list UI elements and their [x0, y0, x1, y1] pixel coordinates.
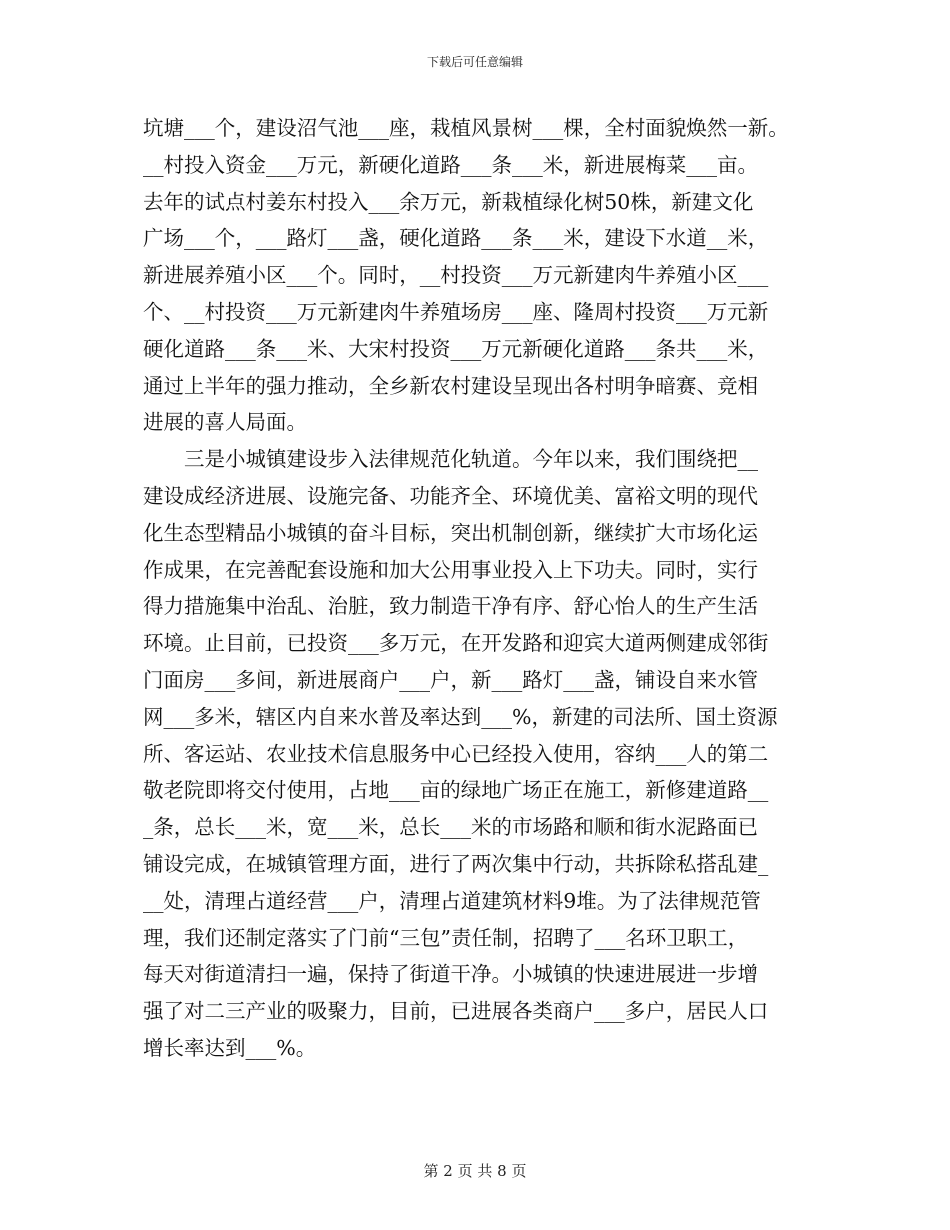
- text-line: __村投入资金___万元，新硬化道路___条___米，新进展梅菜___亩。: [143, 152, 758, 177]
- text-line: 得力措施集中治乱、治脏，致力制造干净有序、舒心怡人的生产生活: [143, 594, 758, 619]
- text-line: 去年的试点村姜东村投入___余万元，新栽植绿化树50株，新建文化: [143, 189, 754, 214]
- text-line: 铺设完成，在城镇管理方面，进行了两次集中行动，共拆除私搭乱建_: [143, 851, 769, 876]
- text-line: 个、__村投资___万元新建肉牛养殖场房___座、隆周村投资___万元新: [143, 299, 769, 324]
- text-line: 坑塘___个，建设沼气池___座，栽植风景树___棵，全村面貌焕然一新。: [143, 116, 789, 140]
- text-line: 硬化道路___条___米、大宋村投资___万元新硬化道路___条共___米，: [143, 336, 769, 361]
- page-footer: 第 2 页 共 8 页: [423, 1162, 527, 1180]
- text-line: 敬老院即将交付使用，占地___亩的绿地广场正在施工，新修建道路__: [143, 778, 769, 803]
- text-line: 通过上半年的强力推动，全乡新农村建设呈现出各村明争暗赛、竞相: [143, 373, 758, 398]
- text-line: 化生态型精品小城镇的奋斗目标，突出机制创新，继续扩大市场化运: [143, 520, 758, 545]
- text-line: 理，我们还制定落实了门前“三包”责任制，招聘了___名环卫职工，: [143, 925, 749, 950]
- text-line: 网___多米，辖区内自来水普及率达到___%，新建的司法所、国土资源: [143, 704, 778, 729]
- text-line: 增长率达到___%。: [143, 1035, 317, 1060]
- text-line: 强了对二三产业的吸聚力，目前，已进展各类商户___多户，居民人口: [143, 999, 769, 1024]
- text-line: 每天对街道清扫一遍，保持了街道干净。小城镇的快速进展进一步增: [143, 962, 758, 987]
- text-line: 广场___个，___路灯___盏，硬化道路___条___米，建设下水道__米，: [143, 226, 769, 251]
- text-line: 进展的喜人局面。: [143, 410, 307, 435]
- text-line: __处，清理占道经营___户，清理占道建筑材料9堆。为了法律规范管: [143, 888, 761, 913]
- text-line: 门面房___多间，新进展商户___户，新___路灯___盏，铺设自来水管: [143, 667, 758, 692]
- text-line: 环境。止目前，已投资___多万元，在开发路和迎宾大道两侧建成邻街: [143, 631, 769, 656]
- page-header: 下载后可任意编辑: [426, 55, 523, 69]
- text-line: 新进展养殖小区___个。同时，__村投资___万元新建肉牛养殖小区___: [143, 263, 769, 288]
- text-line: 作成果，在完善配套设施和加大公用事业投入上下功夫。同时，实行: [143, 557, 758, 582]
- text-line: 三是小城镇建设步入法律规范化轨道。今年以来，我们围绕把__: [143, 447, 758, 472]
- text-line: _条，总长___米，宽___米，总长___米的市场路和顺和街水泥路面已: [143, 815, 758, 840]
- text-line: 所、客运站、农业技术信息服务中心已经投入使用，容纳___人的第二: [143, 741, 769, 766]
- text-line: 建设成经济进展、设施完备、功能齐全、环境优美、富裕文明的现代: [143, 483, 758, 508]
- body-text: [143, 110, 815, 1067]
